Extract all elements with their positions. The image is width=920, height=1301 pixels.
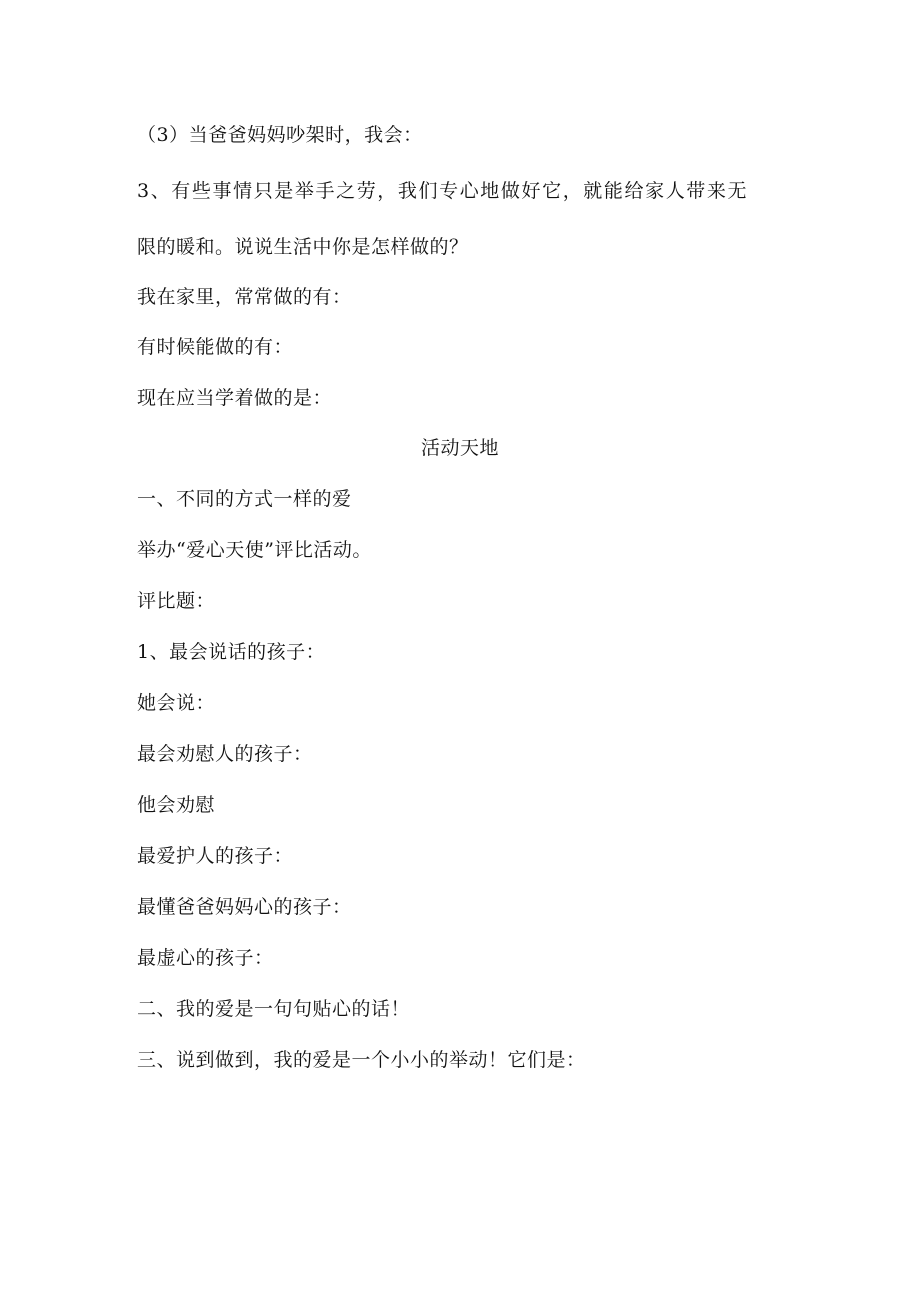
activity-2-heading: 二、我的爱是一句句贴心的话！ <box>137 998 411 1020</box>
he-comforts-line: 他会劝慰 <box>137 794 216 816</box>
activity-3-heading: 三、说到做到，我的爱是一个小小的举动！它们是： <box>137 1049 586 1071</box>
rating-topics-label: 评比题： <box>137 590 216 612</box>
sometimes-do-prompt: 有时候能做的有： <box>137 336 294 358</box>
topic-best-comforter: 最会劝慰人的孩子： <box>137 743 313 765</box>
topic-understands-parents: 最懂爸爸妈妈心的孩子： <box>137 896 352 918</box>
topic-most-caring: 最爱护人的孩子： <box>137 845 294 867</box>
should-learn-prompt: 现在应当学着做的是： <box>137 387 333 409</box>
activity-1-heading: 一、不同的方式一样的爱 <box>137 488 352 510</box>
question-3-parents-quarrel: （3）当爸爸妈妈吵架时，我会： <box>137 124 423 146</box>
angel-event-line: 举办“爱心天使”评比活动。 <box>137 539 372 561</box>
topic-best-speaker: 1、最会说话的孩子： <box>137 641 326 663</box>
section-title: 活动天地 <box>420 437 499 459</box>
item-3-prompt-line-1: 3、有些事情只是举手之劳，我们专心地做好它，就能给家人带来无 <box>137 180 749 202</box>
often-do-prompt: 我在家里，常常做的有： <box>137 286 352 308</box>
item-3-prompt-line-2: 限的暖和。说说生活中你是怎样做的？ <box>137 236 469 258</box>
topic-most-modest: 最虚心的孩子： <box>137 947 274 969</box>
she-says-line: 她会说： <box>137 692 216 714</box>
